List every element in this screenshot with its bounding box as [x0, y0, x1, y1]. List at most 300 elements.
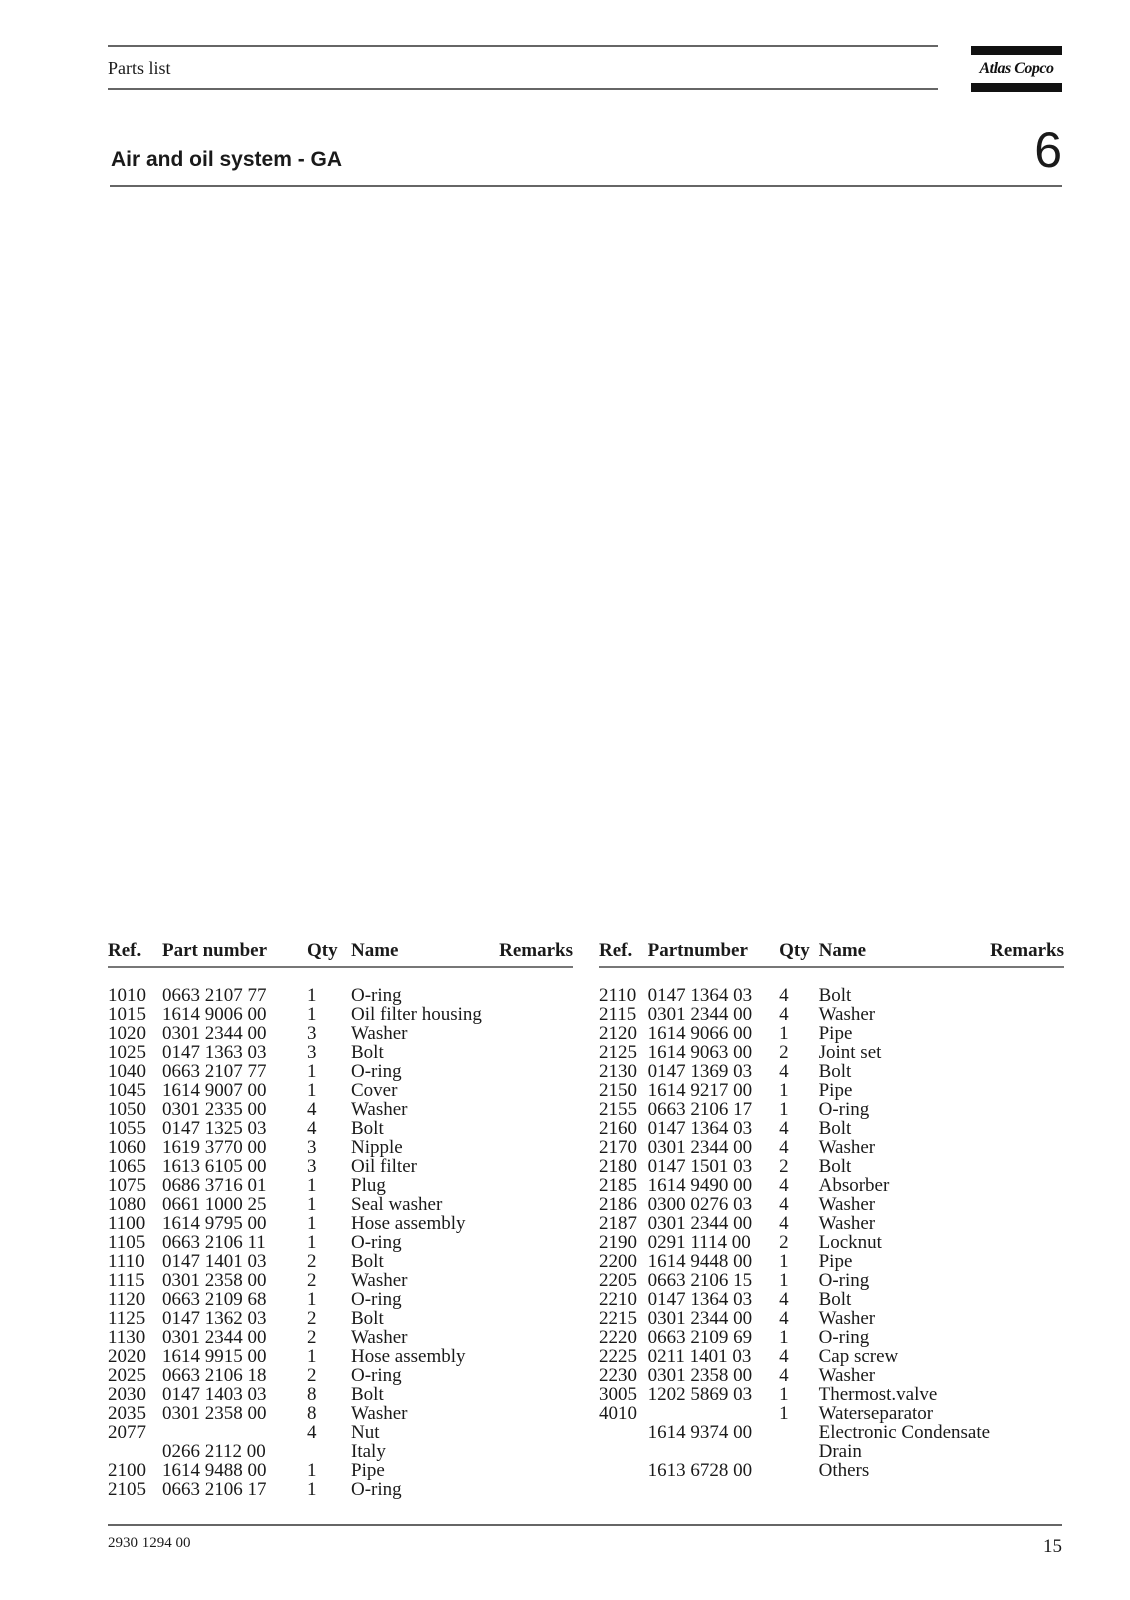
- cell-ref: 1050: [108, 1099, 146, 1120]
- table-row: [599, 1271, 1064, 1290]
- cell-remarks: [990, 1100, 1064, 1119]
- cell-qty: 2: [779, 1042, 789, 1063]
- cell-remarks: [482, 1043, 573, 1062]
- cell-qty: 1: [307, 1213, 317, 1234]
- cell-remarks: [482, 1005, 573, 1024]
- col-part-header: Part number: [162, 940, 307, 967]
- cell-ref: 2130: [599, 1061, 637, 1082]
- cell-part-number: 0147 1325 03: [162, 1118, 267, 1139]
- cell-remarks: [482, 1119, 573, 1138]
- cell-ref: 2077: [108, 1422, 146, 1443]
- cell-part-number: [162, 1423, 307, 1442]
- cell-remarks: [482, 1290, 573, 1309]
- cell-remarks: [990, 1233, 1064, 1252]
- cell-remarks: [990, 1138, 1064, 1157]
- table-row: [108, 1005, 573, 1024]
- col-remarks-header: Remarks: [482, 940, 573, 967]
- table-row: [599, 1176, 1064, 1195]
- cell-name: Oil filter: [351, 1156, 417, 1177]
- cell-ref: 2150: [599, 1080, 637, 1101]
- table-row: [599, 1062, 1064, 1081]
- cell-ref: 2115: [599, 1004, 637, 1025]
- cell-remarks: [990, 1404, 1064, 1423]
- table-row: [599, 1138, 1064, 1157]
- cell-ref: 1065: [108, 1156, 146, 1177]
- cell-name: Seal washer: [351, 1194, 443, 1215]
- cell-remarks: [482, 1461, 573, 1480]
- table-row: [599, 1442, 1064, 1461]
- cell-qty: 1: [779, 1403, 789, 1424]
- cell-name: Bolt: [351, 1384, 384, 1405]
- cell-ref: 1105: [108, 1232, 146, 1253]
- cell-remarks: [990, 1157, 1064, 1176]
- cell-remarks: [482, 1081, 573, 1100]
- cell-remarks: [990, 1461, 1064, 1480]
- cell-qty: 4: [307, 1118, 317, 1139]
- cell-name: Joint set: [818, 1042, 882, 1063]
- cell-name: O-ring: [351, 1061, 402, 1082]
- cell-qty: 1: [779, 1327, 789, 1348]
- cell-ref: 1025: [108, 1042, 146, 1063]
- cell-remarks: [990, 1328, 1064, 1347]
- col-qty-header: Qty: [779, 940, 819, 967]
- cell-ref: 2210: [599, 1289, 637, 1310]
- cell-part-number: 0147 1364 03: [647, 1118, 753, 1139]
- cell-qty: 4: [307, 1422, 317, 1443]
- cell-part-number: [648, 1404, 779, 1423]
- cell-ref: 2035: [108, 1403, 146, 1424]
- cell-part-number: 0301 2344 00: [647, 1213, 753, 1234]
- cell-ref: 2200: [599, 1251, 637, 1272]
- cell-name: Waterseparator: [818, 1403, 934, 1424]
- cell-qty: 1: [307, 1194, 317, 1215]
- cell-ref: 2030: [108, 1384, 146, 1405]
- cell-qty: 4: [779, 1061, 789, 1082]
- cell-ref: 2187: [599, 1213, 637, 1234]
- cell-ref: 2190: [599, 1232, 637, 1253]
- table-row: [599, 1233, 1064, 1252]
- cell-part-number: 0301 2358 00: [162, 1403, 267, 1424]
- table-row: [599, 1157, 1064, 1176]
- cell-remarks: [482, 1271, 573, 1290]
- cell-remarks: [990, 1442, 1064, 1461]
- cell-part-number: 0266 2112 00: [162, 1441, 266, 1462]
- cell-qty: 2: [307, 1327, 317, 1348]
- table-row: [108, 1119, 573, 1138]
- cell-name: Pipe: [351, 1460, 385, 1481]
- cell-name: Bolt: [818, 985, 852, 1006]
- logo-top-bar: [971, 46, 1062, 55]
- cell-qty: [779, 1442, 819, 1461]
- cell-name: Drain: [818, 1441, 862, 1462]
- cell-qty: 1: [779, 1080, 789, 1101]
- cell-part-number: 0301 2344 00: [647, 1308, 753, 1329]
- table-row: [599, 1100, 1064, 1119]
- cell-name: Nipple: [351, 1137, 403, 1158]
- cell-part-number: 1614 9217 00: [647, 1080, 753, 1101]
- table-row: [108, 1328, 573, 1347]
- cell-ref: 1010: [108, 985, 146, 1006]
- cell-part-number: 0301 2358 00: [647, 1365, 753, 1386]
- cell-remarks: [990, 1271, 1064, 1290]
- cell-ref: 1075: [108, 1175, 146, 1196]
- cell-name: O-ring: [351, 1365, 402, 1386]
- cell-ref: 1015: [108, 1004, 146, 1025]
- cell-name: Hose assembly: [351, 1213, 466, 1234]
- cell-ref: 1080: [108, 1194, 146, 1215]
- cell-part-number: 1614 9795 00: [162, 1213, 267, 1234]
- cell-ref: 2105: [108, 1479, 146, 1500]
- cell-ref: 1040: [108, 1061, 146, 1082]
- cell-ref: 1045: [108, 1080, 146, 1101]
- col-qty-header: Qty: [307, 940, 351, 967]
- cell-ref: 2020: [108, 1346, 146, 1367]
- cell-qty: 4: [779, 1004, 789, 1025]
- cell-ref: 2185: [599, 1175, 637, 1196]
- cell-name: Bolt: [818, 1061, 852, 1082]
- cell-remarks: [990, 1043, 1064, 1062]
- cell-remarks: [482, 1233, 573, 1252]
- cell-part-number: 0291 1114 00: [647, 1232, 751, 1253]
- cell-remarks: [990, 1005, 1064, 1024]
- table-row: [108, 1214, 573, 1233]
- cell-part-number: 0686 3716 01: [162, 1175, 267, 1196]
- cell-ref: 2125: [599, 1042, 637, 1063]
- cell-name: Washer: [818, 1308, 876, 1329]
- cell-qty: 4: [779, 1213, 789, 1234]
- table-row: [599, 1081, 1064, 1100]
- cell-remarks: [990, 1252, 1064, 1271]
- cell-qty: 2: [307, 1270, 317, 1291]
- cell-name: Nut: [351, 1422, 380, 1443]
- cell-remarks: [990, 1423, 1064, 1442]
- cell-part-number: 1613 6728 00: [647, 1460, 753, 1481]
- table-row: [599, 1461, 1064, 1480]
- cell-part-number: 0663 2106 18: [162, 1365, 267, 1386]
- table-row: [599, 1366, 1064, 1385]
- cell-ref: 1120: [108, 1289, 146, 1310]
- cell-qty: 4: [307, 1099, 317, 1120]
- cell-qty: 4: [779, 1308, 789, 1329]
- table-row: [108, 1195, 573, 1214]
- cell-name: Cover: [351, 1080, 398, 1101]
- cell-ref: 3005: [599, 1384, 637, 1405]
- cell-name: Electronic Condensate: [818, 1422, 991, 1443]
- table-row: [599, 1309, 1064, 1328]
- table-row: [108, 1176, 573, 1195]
- cell-remarks: [482, 1347, 573, 1366]
- table-row: [108, 1043, 573, 1062]
- cell-remarks: [482, 1252, 573, 1271]
- cell-remarks: [482, 1328, 573, 1347]
- table-row: [599, 1005, 1064, 1024]
- cell-part-number: 0147 1403 03: [162, 1384, 267, 1405]
- cell-remarks: [482, 1176, 573, 1195]
- cell-part-number: 0147 1363 03: [162, 1042, 267, 1063]
- table-row: [108, 1290, 573, 1309]
- cell-ref: 1020: [108, 1023, 146, 1044]
- cell-ref: 2225: [599, 1346, 637, 1367]
- table-row: [599, 1290, 1064, 1309]
- cell-name: Pipe: [818, 1251, 853, 1272]
- cell-part-number: 0147 1401 03: [162, 1251, 267, 1272]
- cell-qty: 1: [307, 985, 317, 1006]
- cell-ref: 1055: [108, 1118, 146, 1139]
- cell-qty: 1: [779, 1384, 789, 1405]
- cell-part-number: 1614 9063 00: [647, 1042, 753, 1063]
- cell-qty: 4: [779, 985, 789, 1006]
- footer-rule: [108, 1524, 1062, 1526]
- cell-qty: 1: [307, 1080, 317, 1101]
- cell-remarks: [482, 1100, 573, 1119]
- cell-name: Bolt: [351, 1042, 384, 1063]
- section-rule: [110, 185, 1062, 187]
- table-row: [108, 1423, 573, 1442]
- table-row: [108, 1081, 573, 1100]
- table-row: [108, 1100, 573, 1119]
- cell-qty: 1: [307, 1004, 317, 1025]
- cell-name: Bolt: [818, 1118, 852, 1139]
- cell-part-number: 0663 2106 11: [162, 1232, 266, 1253]
- section-number: 6: [1034, 122, 1062, 178]
- table-row: [599, 1347, 1064, 1366]
- cell-part-number: 0301 2344 00: [647, 1004, 753, 1025]
- cell-part-number: 0301 2344 00: [162, 1023, 267, 1044]
- col-ref-header: Ref.: [108, 940, 162, 967]
- cell-remarks: [990, 1195, 1064, 1214]
- cell-name: O-ring: [818, 1099, 870, 1120]
- cell-remarks: [990, 1214, 1064, 1233]
- cell-ref: 4010: [599, 1403, 637, 1424]
- cell-name: O-ring: [818, 1270, 870, 1291]
- cell-qty: 4: [779, 1118, 789, 1139]
- cell-qty: 1: [307, 1460, 317, 1481]
- cell-qty: 1: [779, 1099, 789, 1120]
- cell-name: Washer: [818, 1194, 876, 1215]
- cell-qty: 3: [307, 1023, 317, 1044]
- cell-name: Bolt: [818, 1156, 852, 1177]
- cell-remarks: [990, 1024, 1064, 1043]
- cell-part-number: 0663 2107 77: [162, 985, 267, 1006]
- cell-name: Pipe: [818, 1023, 853, 1044]
- cell-part-number: 0301 2344 00: [162, 1327, 267, 1348]
- cell-ref: 2155: [599, 1099, 637, 1120]
- table-row: [599, 1119, 1064, 1138]
- cell-ref: 2220: [599, 1327, 637, 1348]
- table-row: [108, 1366, 573, 1385]
- table-header-row: [599, 940, 1064, 967]
- logo-text: Atlas Copco: [979, 60, 1054, 77]
- col-name-header: Name: [351, 940, 482, 967]
- cell-qty: 3: [307, 1156, 317, 1177]
- cell-name: O-ring: [351, 1479, 402, 1500]
- cell-part-number: 1202 5869 03: [647, 1384, 753, 1405]
- cell-part-number: 0661 1000 25: [162, 1194, 267, 1215]
- cell-name: Bolt: [351, 1118, 384, 1139]
- cell-qty: 3: [307, 1137, 317, 1158]
- cell-name: Thermost.valve: [818, 1384, 938, 1405]
- cell-qty: [307, 1442, 351, 1461]
- cell-qty: 1: [779, 1023, 789, 1044]
- cell-ref: 2186: [599, 1194, 637, 1215]
- cell-part-number: 0663 2106 17: [162, 1479, 267, 1500]
- cell-name: Hose assembly: [351, 1346, 466, 1367]
- table-row: [108, 1157, 573, 1176]
- cell-name: Washer: [818, 1213, 876, 1234]
- cell-remarks: [990, 1176, 1064, 1195]
- cell-part-number: 1614 9007 00: [162, 1080, 267, 1101]
- cell-part-number: 0147 1362 03: [162, 1308, 267, 1329]
- atlas-copco-logo: [971, 46, 1062, 92]
- cell-name: Others: [818, 1460, 870, 1481]
- cell-name: Pipe: [818, 1080, 853, 1101]
- cell-qty: 1: [779, 1270, 789, 1291]
- page-number: 15: [1043, 1536, 1062, 1557]
- cell-remarks: [482, 1195, 573, 1214]
- cell-remarks: [482, 1214, 573, 1233]
- cell-name: O-ring: [818, 1327, 870, 1348]
- table-row: [108, 1480, 573, 1499]
- cell-qty: 1: [307, 1061, 317, 1082]
- cell-remarks: [482, 1024, 573, 1043]
- cell-name: Washer: [818, 1137, 876, 1158]
- cell-remarks: [482, 1138, 573, 1157]
- cell-name: Absorber: [818, 1175, 890, 1196]
- cell-remarks: [990, 967, 1064, 1005]
- table-row: [599, 1214, 1064, 1233]
- cell-ref: 2215: [599, 1308, 637, 1329]
- table-row: [599, 1423, 1064, 1442]
- cell-qty: [779, 1423, 819, 1442]
- cell-ref: 1125: [108, 1308, 146, 1329]
- cell-part-number: 0147 1364 03: [647, 1289, 753, 1310]
- cell-remarks: [990, 1119, 1064, 1138]
- cell-name: O-ring: [351, 1289, 402, 1310]
- cell-qty: 2: [307, 1251, 317, 1272]
- cell-ref: 2110: [599, 985, 637, 1006]
- cell-qty: 1: [779, 1251, 789, 1272]
- cell-remarks: [990, 1309, 1064, 1328]
- cell-qty: 1: [307, 1232, 317, 1253]
- cell-remarks: [482, 1366, 573, 1385]
- cell-ref: 1115: [108, 1270, 145, 1291]
- cell-remarks: [482, 1480, 573, 1499]
- table-row: [599, 1195, 1064, 1214]
- table-row: [108, 1442, 573, 1461]
- cell-part-number: 0211 1401 03: [647, 1346, 752, 1367]
- cell-name: Bolt: [351, 1251, 384, 1272]
- table-row: [599, 1385, 1064, 1404]
- cell-ref: 2170: [599, 1137, 637, 1158]
- cell-qty: 2: [779, 1232, 789, 1253]
- cell-qty: 4: [779, 1289, 789, 1310]
- cell-qty: 1: [307, 1175, 317, 1196]
- cell-name: Washer: [351, 1403, 408, 1424]
- table-row: [108, 1404, 573, 1423]
- cell-remarks: [482, 1062, 573, 1081]
- cell-part-number: 0663 2107 77: [162, 1061, 267, 1082]
- cell-remarks: [482, 1423, 573, 1442]
- table-row: [108, 1252, 573, 1271]
- col-part-header: Partnumber: [648, 940, 779, 967]
- cell-name: Bolt: [351, 1308, 384, 1329]
- cell-qty: 8: [307, 1384, 317, 1405]
- cell-name: Bolt: [818, 1289, 852, 1310]
- cell-name: Italy: [351, 1441, 386, 1462]
- cell-name: Washer: [351, 1270, 408, 1291]
- cell-name: Cap screw: [818, 1346, 899, 1367]
- table-row: [599, 967, 1064, 1005]
- table-row: [108, 1062, 573, 1081]
- cell-qty: 2: [307, 1308, 317, 1329]
- table-header-row: [108, 940, 573, 967]
- cell-remarks: [990, 1347, 1064, 1366]
- cell-part-number: 0147 1364 03: [647, 985, 753, 1006]
- table-row: [108, 1309, 573, 1328]
- cell-name: Washer: [351, 1327, 408, 1348]
- table-row: [108, 1138, 573, 1157]
- header-label: Parts list: [108, 58, 171, 78]
- cell-name: Washer: [818, 1004, 876, 1025]
- cell-remarks: [482, 1404, 573, 1423]
- footer-doc-number: 2930 1294 00: [108, 1535, 191, 1551]
- cell-qty: 8: [307, 1403, 317, 1424]
- cell-part-number: 0147 1501 03: [647, 1156, 753, 1177]
- table-row: [108, 1024, 573, 1043]
- cell-part-number: 1614 9448 00: [647, 1251, 753, 1272]
- table-row: [599, 1024, 1064, 1043]
- cell-ref: [599, 1442, 648, 1461]
- table-row: [108, 1233, 573, 1252]
- table-row: [108, 1347, 573, 1366]
- table-row: [108, 967, 573, 1005]
- col-remarks-header: Remarks: [990, 940, 1064, 967]
- cell-part-number: 0663 2106 17: [647, 1099, 753, 1120]
- header-top-rule: [108, 45, 938, 47]
- cell-qty: 3: [307, 1042, 317, 1063]
- cell-remarks: [990, 1081, 1064, 1100]
- cell-name: Washer: [351, 1023, 408, 1044]
- cell-part-number: [648, 1442, 779, 1461]
- cell-remarks: [990, 1385, 1064, 1404]
- cell-name: Washer: [351, 1099, 408, 1120]
- cell-part-number: 0663 2109 68: [162, 1289, 267, 1310]
- cell-part-number: 1614 9915 00: [162, 1346, 267, 1367]
- cell-remarks: [990, 1366, 1064, 1385]
- cell-part-number: 1619 3770 00: [162, 1137, 267, 1158]
- cell-qty: 4: [779, 1365, 789, 1386]
- cell-ref: 2180: [599, 1156, 637, 1177]
- cell-part-number: 1614 9006 00: [162, 1004, 267, 1025]
- section-title: Air and oil system - GA: [111, 148, 343, 171]
- cell-part-number: 0663 2106 15: [647, 1270, 753, 1291]
- cell-part-number: 1613 6105 00: [162, 1156, 267, 1177]
- cell-name: Oil filter housing: [351, 1004, 482, 1025]
- cell-qty: 1: [307, 1346, 317, 1367]
- cell-part-number: 1614 9490 00: [647, 1175, 753, 1196]
- table-row: [599, 1404, 1064, 1423]
- cell-part-number: 1614 9488 00: [162, 1460, 267, 1481]
- cell-ref: 2025: [108, 1365, 146, 1386]
- cell-qty: 4: [779, 1175, 789, 1196]
- cell-name: O-ring: [351, 1232, 402, 1253]
- cell-remarks: [482, 1309, 573, 1328]
- cell-qty: 1: [307, 1479, 317, 1500]
- cell-ref: 2230: [599, 1365, 637, 1386]
- cell-part-number: 0663 2109 69: [647, 1327, 753, 1348]
- parts-table-right: [599, 940, 1064, 1480]
- cell-remarks: [482, 967, 573, 1005]
